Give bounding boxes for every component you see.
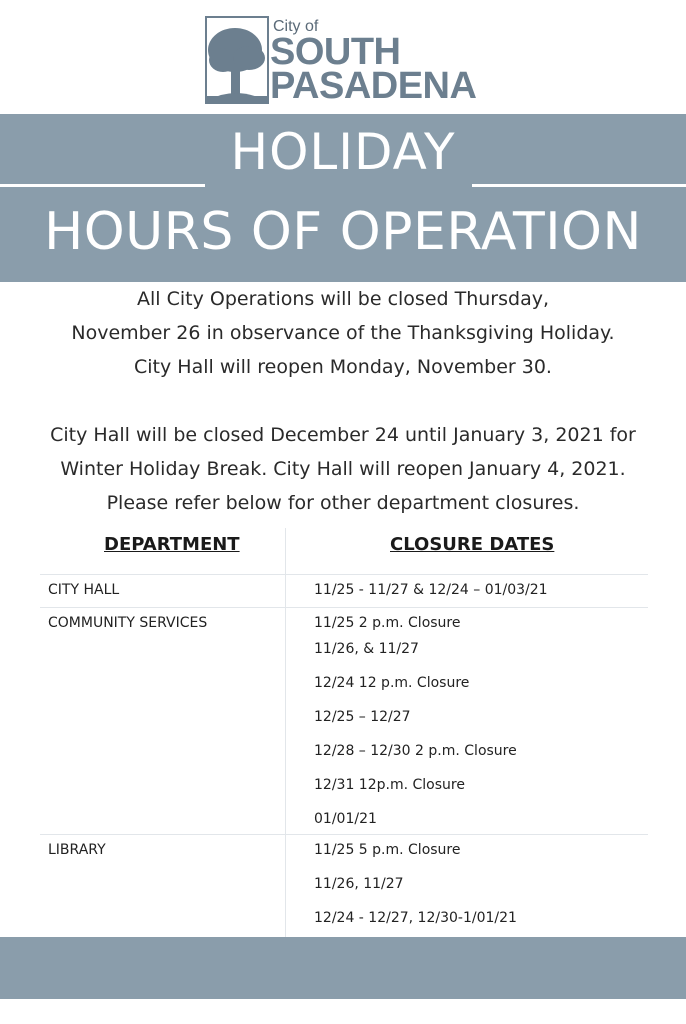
winter-notice: [20, 418, 666, 520]
logo-city-of-text: City of: [273, 18, 319, 35]
date-entry: 11/25 2 p.m. Closure: [314, 615, 461, 631]
logo-south-text: SOUTH: [270, 31, 401, 73]
date-entry: 12/24 12 p.m. Closure: [314, 675, 470, 691]
thanksgiving-notice: [20, 282, 666, 384]
notice-line: Winter Holiday Break. City Hall will reopen January 4, 2021.: [60, 458, 626, 480]
date-entry: 12/25 – 12/27: [314, 709, 411, 725]
date-entry: 01/01/21: [314, 811, 377, 827]
closure-dates-header: CLOSURE DATES: [390, 534, 555, 555]
date-entry: 12/24 - 12/27, 12/30-1/01/21: [314, 910, 517, 926]
date-entry: 11/26, 11/27: [314, 876, 404, 892]
notice-line: All City Operations will be closed Thursday,: [137, 288, 549, 310]
tree-logo-icon: [205, 16, 269, 104]
notice-line: City Hall will reopen Monday, November 30.: [134, 356, 552, 378]
dept-city-hall: CITY HALL: [48, 582, 120, 598]
logo-pasadena-text: PASADENA: [270, 65, 477, 107]
date-entry: 12/28 – 12/30 2 p.m. Closure: [314, 743, 517, 759]
banner-title-holiday: HOLIDAY: [230, 123, 456, 181]
date-entry: 12/31 12p.m. Closure: [314, 777, 465, 793]
row-divider: [40, 834, 648, 835]
notice-line: City Hall will be closed December 24 until January 3, 2021 for: [50, 424, 636, 446]
date-entry: 11/25 - 11/27 & 12/24 – 01/03/21: [314, 582, 548, 598]
banner-title-hours: HOURS OF OPERATION: [44, 202, 642, 262]
date-entry: 11/25 5 p.m. Closure: [314, 842, 461, 858]
banner-divider-right: [472, 184, 686, 187]
dept-community-services: COMMUNITY SERVICES: [48, 615, 208, 631]
city-logo: [205, 16, 475, 106]
notice-line: November 26 in observance of the Thanksgiving Holiday.: [71, 322, 615, 344]
banner-divider-left: [0, 184, 205, 187]
notice-line: Please refer below for other department closures.: [106, 492, 580, 514]
title-banner: [0, 114, 686, 282]
column-divider: [285, 528, 286, 938]
dept-library: LIBRARY: [48, 842, 106, 858]
footer-bar: [0, 937, 686, 999]
row-divider: [40, 607, 648, 608]
row-divider: [40, 574, 648, 575]
date-entry: 11/26, & 11/27: [314, 641, 419, 657]
department-header: DEPARTMENT: [104, 534, 240, 555]
